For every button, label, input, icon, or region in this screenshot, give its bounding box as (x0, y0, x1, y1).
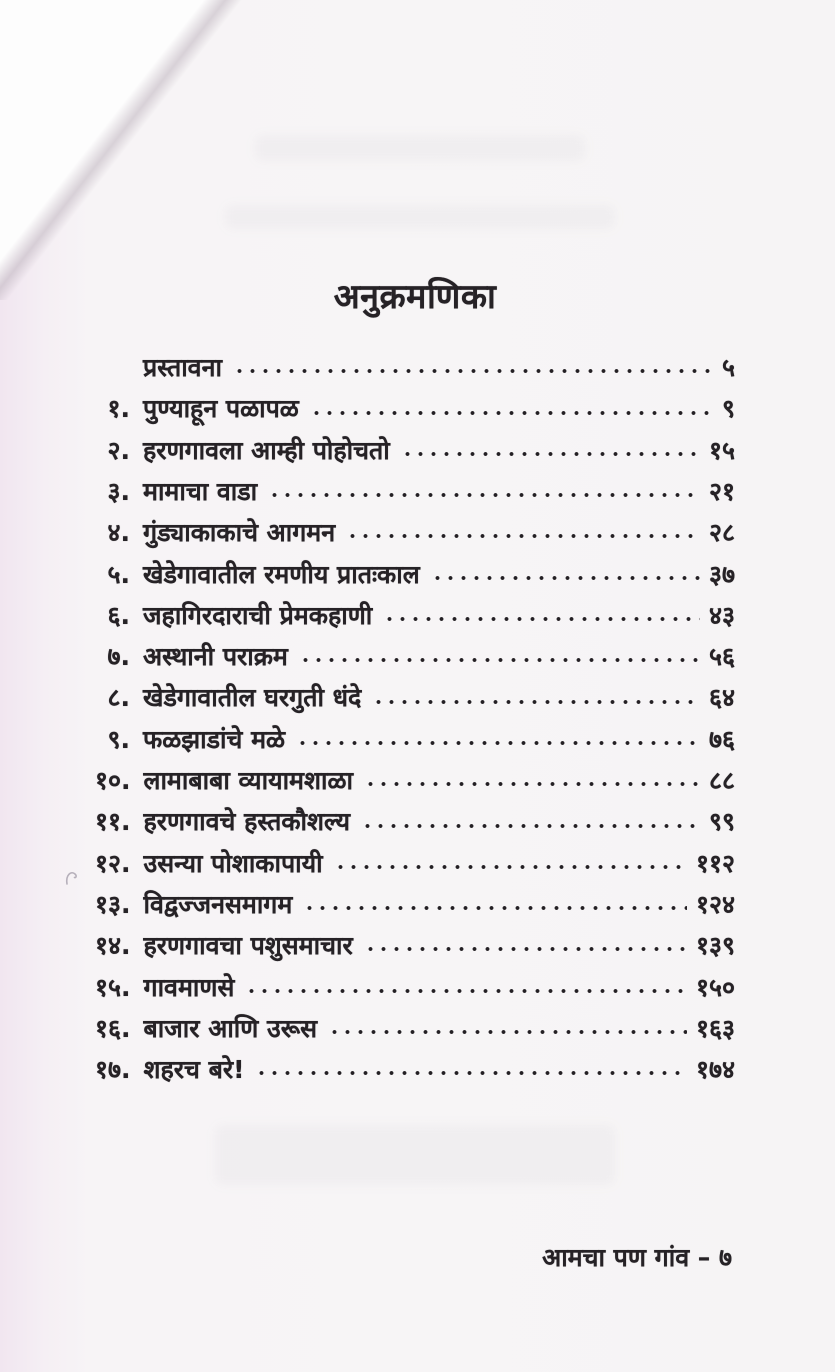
toc-entry-page: ९९ (708, 807, 735, 837)
toc-entry-number: १३. (95, 889, 131, 919)
toc-entry-page: १६३ (695, 1013, 735, 1043)
running-footer: आमचा पण गांव – ७ (542, 1243, 732, 1272)
toc-entry-title: गुंड्याकाकाचे आगमन (143, 518, 336, 548)
toc-entry (95, 425, 735, 466)
dot-leader (233, 368, 713, 374)
toc-entry-page: ५६ (708, 642, 735, 672)
dot-leader (364, 781, 700, 787)
toc-entry-page: १२४ (695, 889, 735, 919)
toc-entry (95, 466, 735, 507)
pen-mark-artifact (64, 868, 86, 890)
toc-entry-page: ५ (721, 353, 735, 383)
toc-entry-page: ११२ (695, 848, 735, 878)
show-through-artifact (225, 205, 615, 229)
dot-leader (303, 905, 687, 911)
toc-entry (95, 631, 735, 672)
toc-entry-page: ९ (721, 394, 735, 424)
show-through-artifact (215, 1125, 615, 1185)
toc-entry-number: ५. (107, 559, 130, 589)
toc-entry-title: विद्वज्जनसमागम (143, 889, 293, 919)
toc-entry-number: ९. (107, 724, 130, 754)
dot-leader (383, 616, 700, 622)
toc-entry-title: जहागिरदाराची प्रेमकहाणी (143, 600, 373, 630)
toc-entry-title: हरणगावचा पशुसमाचार (143, 931, 353, 961)
toc-entry-number: १०. (95, 766, 131, 796)
dot-leader (364, 946, 687, 952)
toc-entry-number: ११. (95, 807, 131, 837)
toc-entry-title: उसन्या पोशाकापायी (143, 848, 323, 878)
toc-entry-title: शहरच बरे! (143, 1055, 245, 1085)
toc-entry-title: मामाचा वाडा (143, 476, 258, 506)
toc-entry-number: ६. (107, 600, 130, 630)
toc-entry-number: १४. (95, 931, 131, 961)
toc-entry-page: ३७ (708, 559, 735, 589)
toc-entry (95, 590, 735, 631)
dot-leader (296, 740, 700, 746)
toc-entry (95, 920, 735, 961)
toc-entry (95, 548, 735, 589)
toc-entry (95, 838, 735, 879)
toc-entry (95, 714, 735, 755)
toc-entry-number: १६. (95, 1013, 131, 1043)
toc-entry-number: ७. (107, 642, 130, 672)
toc-entry-title: हरणगावला आम्ही पोहोचतो (143, 435, 390, 465)
toc-entry (95, 1044, 735, 1085)
show-through-artifact (255, 135, 585, 161)
page-fold-artifact (0, 0, 250, 300)
toc-entry (95, 755, 735, 796)
toc-entry-number: १७. (95, 1055, 131, 1085)
toc-entry-title: फळझाडांचे मळे (143, 724, 286, 754)
dot-leader (346, 533, 700, 539)
toc-entry-page: १७४ (695, 1055, 735, 1085)
toc-entry-title: खेडेगावातील रमणीय प्रातःकाल (143, 559, 420, 589)
toc-entry-title: अस्थानी पराक्रम (143, 642, 288, 672)
dot-leader (361, 823, 700, 829)
dot-leader (401, 451, 700, 457)
dot-leader (372, 699, 700, 705)
toc-entry-page: ७६ (708, 724, 735, 754)
toc-entry-number: ३. (107, 476, 130, 506)
toc-entry-page: १३९ (695, 931, 735, 961)
toc-entry (95, 1003, 735, 1044)
toc-entry-page: १५ (708, 435, 735, 465)
toc-entry-page: २८ (708, 518, 735, 548)
toc-entry-number: १२. (95, 848, 131, 878)
toc-entry (95, 507, 735, 548)
toc-entry-number: २. (107, 435, 130, 465)
toc-entry (95, 961, 735, 1002)
toc-entry-number: ४. (107, 518, 130, 548)
toc-entry-title: गावमाणसे (143, 972, 235, 1002)
dot-leader (255, 1070, 687, 1076)
toc-entry-title: हरणगावचे हस्तकौशल्य (143, 807, 350, 837)
toc-entry-number: १. (107, 394, 130, 424)
dot-leader (299, 657, 700, 663)
toc-entry-page: ८८ (708, 766, 735, 796)
toc-entry-title: खेडेगावातील घरगुती धंदे (143, 683, 362, 713)
toc-entry-title: पुण्याहून पळापळ (143, 394, 299, 424)
toc-entry-title: लामाबाबा व्यायामशाळा (143, 766, 353, 796)
toc-entry-page: २१ (708, 476, 735, 506)
dot-leader (431, 575, 700, 581)
toc-entry-title: बाजार आणि उरूस (143, 1013, 318, 1043)
dot-leader (268, 492, 700, 498)
dot-leader (310, 410, 713, 416)
toc-entry (95, 672, 735, 713)
toc-entry-number: १५. (95, 972, 131, 1002)
toc-entry-page: १५० (695, 972, 735, 1002)
dot-leader (334, 864, 687, 870)
dot-leader (328, 1029, 687, 1035)
toc-entry-page: ६४ (708, 683, 735, 713)
toc-heading: अनुक्रमणिका (333, 277, 497, 317)
table-of-contents (95, 342, 735, 1085)
toc-entry-number: ८. (107, 683, 130, 713)
toc-entry-page: ४३ (708, 600, 735, 630)
toc-entry (95, 879, 735, 920)
toc-entry (95, 383, 735, 424)
toc-entry (95, 342, 735, 383)
toc-entry (95, 796, 735, 837)
dot-leader (245, 988, 687, 994)
toc-entry-title: प्रस्तावना (143, 353, 222, 383)
